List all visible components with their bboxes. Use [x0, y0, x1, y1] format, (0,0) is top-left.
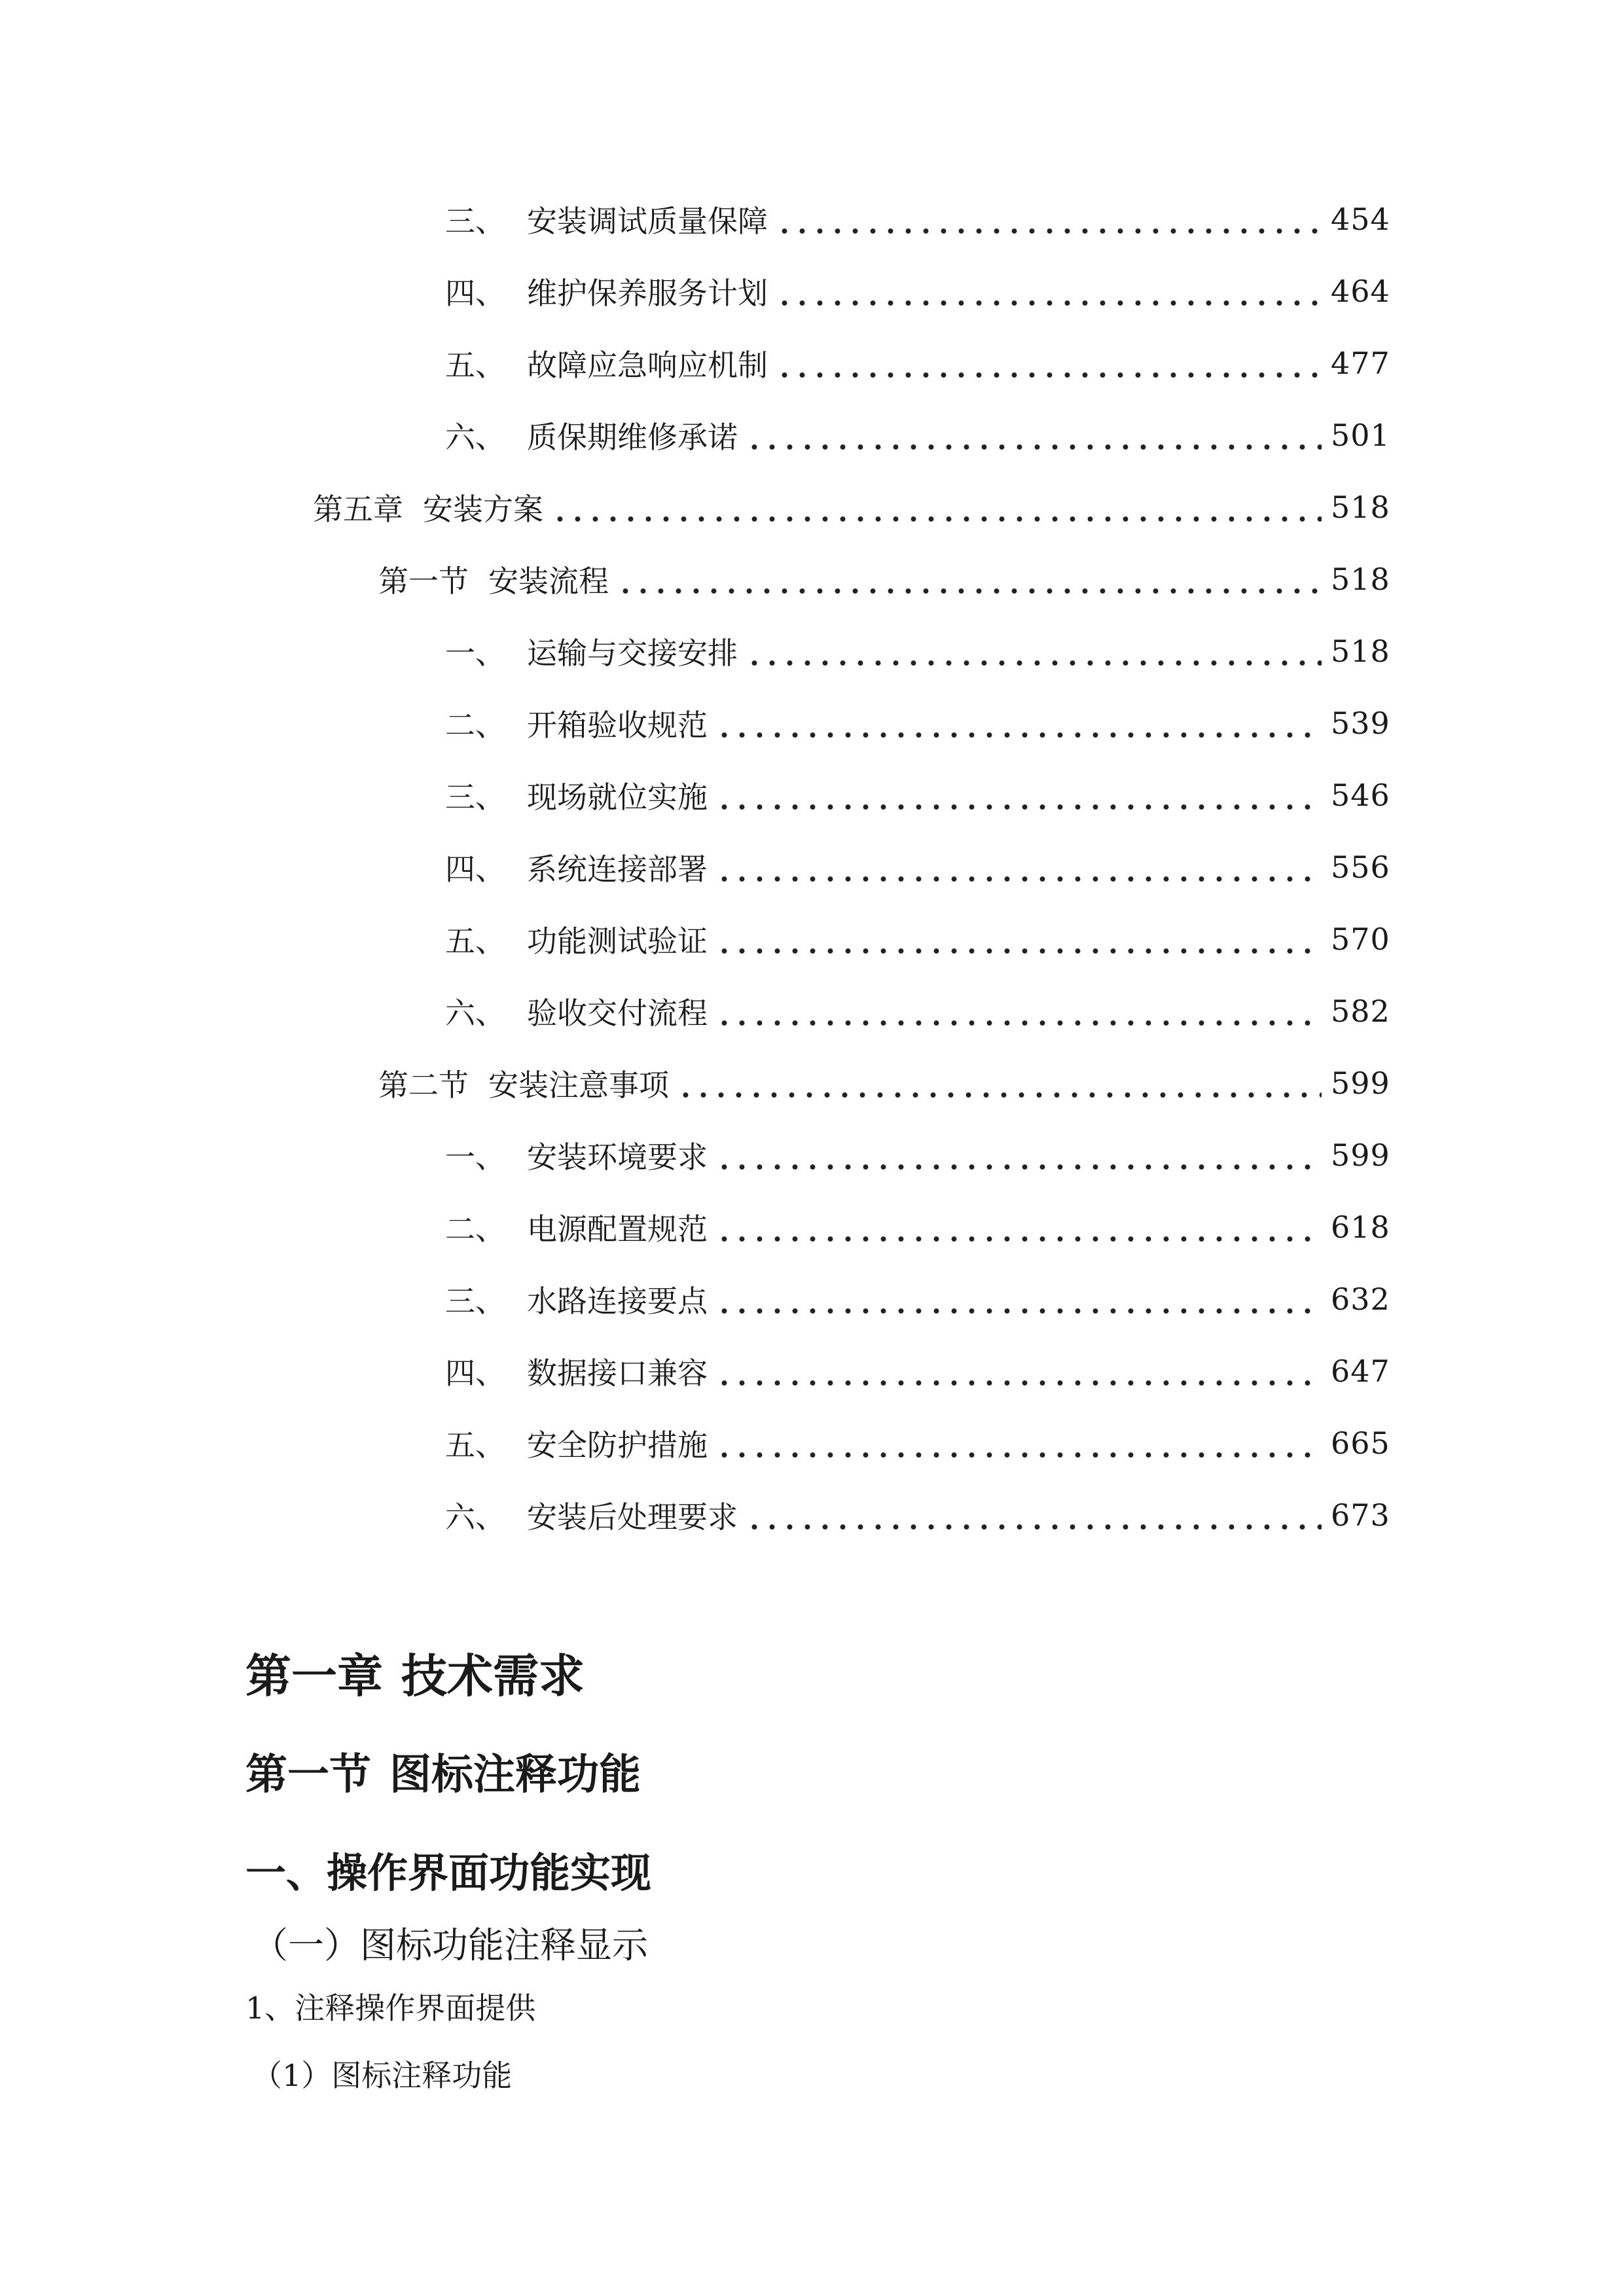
toc-entry-title: 功能测试验证 [527, 924, 708, 959]
toc-entry-number: 五、 [445, 1427, 505, 1463]
toc-dot-leader [715, 776, 1322, 815]
toc-entry-page: 518 [1331, 490, 1390, 525]
toc-entry-page: 556 [1331, 850, 1390, 885]
toc-entry-number: 第二节 [378, 1067, 469, 1103]
section-heading [245, 1741, 641, 1801]
toc-entry-title: 安装后处理要求 [527, 1499, 738, 1535]
toc-entry-title: 质保期维修承诺 [527, 420, 738, 455]
toc-entry[interactable] [445, 697, 1390, 749]
toc-entry-page: 539 [1331, 706, 1390, 741]
toc-entry-number: 五、 [445, 348, 505, 383]
subitem-heading: （1）图标注释功能 [252, 2058, 513, 2093]
toc-dot-leader [715, 848, 1322, 887]
toc-entry[interactable] [445, 1201, 1390, 1253]
toc-entry-page: 599 [1331, 1066, 1390, 1101]
toc-entry[interactable] [445, 625, 1390, 677]
toc-dot-leader [746, 632, 1322, 671]
subsection-heading: 一、操作界面功能实现 [245, 1849, 652, 1897]
toc-entry-title: 安装方案 [423, 492, 543, 527]
toc-dot-leader [715, 1280, 1322, 1319]
toc-entry-title: 安全防护措施 [527, 1427, 708, 1463]
toc-entry-page: 454 [1331, 202, 1390, 237]
toc-entry-title: 电源配置规范 [527, 1211, 708, 1247]
toc-entry[interactable] [445, 1273, 1390, 1325]
toc-entry-number: 五、 [445, 924, 505, 959]
toc-entry-title: 系统连接部署 [527, 852, 708, 887]
toc-entry-title: 安装调试质量保障 [527, 204, 768, 239]
toc-dot-leader [746, 416, 1322, 455]
toc-entry-page: 501 [1331, 418, 1390, 453]
toc-entry-number: 六、 [445, 420, 505, 455]
toc-entry-title: 运输与交接安排 [527, 636, 738, 671]
toc-dot-leader [776, 200, 1322, 239]
toc-dot-leader [746, 1496, 1322, 1535]
toc-dot-leader [715, 704, 1322, 743]
toc-entry-page: 582 [1331, 994, 1390, 1029]
toc-dot-leader [715, 1424, 1322, 1463]
toc-entry-number: 四、 [445, 1355, 505, 1391]
toc-entry-section[interactable] [378, 1057, 1390, 1109]
toc-entry-title: 安装环境要求 [527, 1139, 708, 1175]
toc-entry-title: 维护保养服务计划 [527, 276, 768, 311]
toc-entry-page: 464 [1331, 274, 1390, 309]
toc-dot-leader [715, 1208, 1322, 1247]
toc-entry-title: 数据接口兼容 [527, 1355, 708, 1391]
toc-entry-section[interactable] [378, 553, 1390, 605]
toc-entry[interactable] [445, 841, 1390, 893]
toc-entry[interactable] [445, 1417, 1390, 1469]
chapter-number: 第一章 [245, 1649, 383, 1703]
section-number: 第一节 [245, 1751, 371, 1799]
toc-entry-number: 三、 [445, 780, 505, 815]
toc-entry-number: 六、 [445, 996, 505, 1031]
toc-entry-number: 六、 [445, 1499, 505, 1535]
toc-entry-number: 三、 [445, 204, 505, 239]
toc-entry-number: 二、 [445, 708, 505, 743]
toc-dot-leader [715, 1136, 1322, 1175]
toc-entry-page: 546 [1331, 778, 1390, 813]
toc-dot-leader [677, 1064, 1322, 1103]
toc-entry[interactable] [445, 337, 1390, 389]
toc-dot-leader [617, 560, 1322, 599]
toc-entry[interactable] [445, 913, 1390, 965]
toc-entry-number: 第一节 [378, 564, 469, 599]
toc-entry[interactable] [445, 1489, 1390, 1541]
toc-entry-number: 三、 [445, 1283, 505, 1319]
toc-entry-number: 一、 [445, 636, 505, 671]
toc-entry-page: 618 [1331, 1210, 1390, 1245]
section-title: 图标注释功能 [389, 1751, 641, 1799]
toc-entry[interactable] [445, 409, 1390, 461]
toc-dot-leader [715, 920, 1322, 959]
toc-entry-page: 518 [1331, 634, 1390, 669]
subsubsection-heading: （一）图标功能注释显示 [252, 1924, 649, 1966]
toc-entry-title: 安装流程 [488, 564, 609, 599]
toc-dot-leader [715, 992, 1322, 1031]
toc-entry-title: 现场就位实施 [527, 780, 708, 815]
toc-entry-title: 故障应急响应机制 [527, 348, 768, 383]
chapter-title: 技术需求 [401, 1649, 585, 1703]
toc-entry-title: 水路连接要点 [527, 1283, 708, 1319]
toc-entry-number: 二、 [445, 1211, 505, 1247]
item-heading: 1、注释操作界面提供 [245, 1990, 536, 2026]
toc-entry-page: 570 [1331, 922, 1390, 957]
toc-entry-page: 599 [1331, 1138, 1390, 1173]
toc-dot-leader [551, 488, 1322, 527]
toc-entry-page: 673 [1331, 1498, 1390, 1533]
chapter-heading [245, 1640, 585, 1706]
toc-entry-number: 第五章 [313, 492, 403, 527]
toc-entry-number: 四、 [445, 852, 505, 887]
toc-entry-chapter[interactable] [313, 481, 1390, 533]
toc-entry-page: 632 [1331, 1282, 1390, 1317]
toc-entry-number: 一、 [445, 1139, 505, 1175]
toc-entry[interactable] [445, 193, 1390, 245]
toc-entry-page: 647 [1331, 1354, 1390, 1389]
toc-dot-leader [776, 344, 1322, 383]
toc-entry-title: 开箱验收规范 [527, 708, 708, 743]
toc-entry-title: 验收交付流程 [527, 996, 708, 1031]
toc-entry-number: 四、 [445, 276, 505, 311]
toc-entry-page: 518 [1331, 562, 1390, 597]
toc-entry[interactable] [445, 1129, 1390, 1181]
toc-entry[interactable] [445, 985, 1390, 1037]
toc-entry[interactable] [445, 769, 1390, 821]
toc-dot-leader [715, 1352, 1322, 1391]
toc-entry[interactable] [445, 1345, 1390, 1397]
toc-entry-page: 665 [1331, 1426, 1390, 1461]
toc-entry-page: 477 [1331, 346, 1390, 381]
toc-entry-title: 安装注意事项 [488, 1067, 669, 1103]
toc-dot-leader [776, 272, 1322, 311]
toc-entry[interactable] [445, 265, 1390, 317]
